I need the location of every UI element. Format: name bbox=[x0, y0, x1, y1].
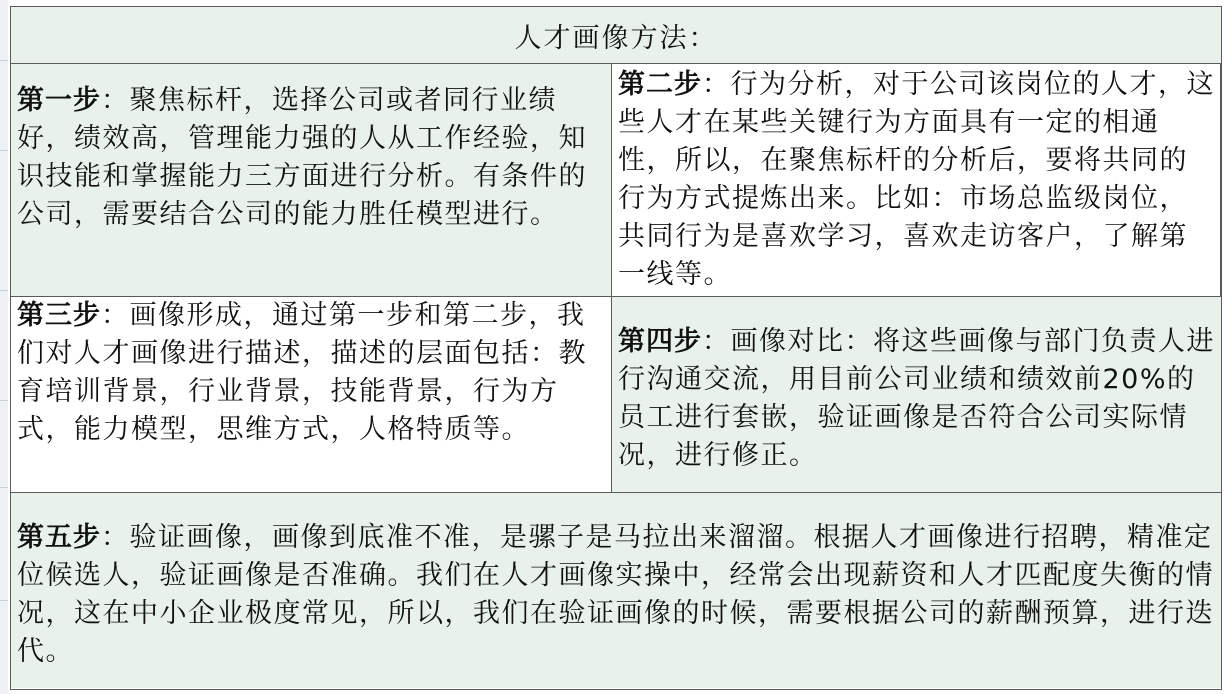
step-2-label: 第二步 bbox=[618, 69, 702, 100]
step-1-text: ：聚焦标杆，选择公司或者同行业绩好，绩效高，管理能力强的人从工作经验，知识技能和掌握能力三方面进行分析。有条件的公司，需要结合公司的能力胜任模型进行。 bbox=[17, 85, 587, 230]
step-3-label: 第三步 bbox=[17, 300, 101, 331]
step-5-text: ：验证画像，画像到底准不准，是骡子是马拉出来溜溜。根据人才画像进行招聘，精准定位候选人，验证画像是否准确。我们在人才画像实操中，经常会出现薪资和人才匹配度失衡的情况，这在中小企业极度常见，所以，我们在验证画像的时候，需要根据公司的薪酬预算，进行迭代。 bbox=[17, 522, 1214, 667]
talent-profile-table bbox=[10, 6, 1222, 690]
step-1-cell bbox=[11, 64, 611, 296]
step-4-cell bbox=[611, 296, 1221, 492]
step-4-text: ：画像对比：将这些画像与部门负责人进行沟通交流，用目前公司业绩和绩效前20%的员工进行套嵌，验证画像是否符合公司实际情况，进行修正。 bbox=[618, 326, 1215, 471]
step-5-cell bbox=[11, 492, 1221, 688]
step-1-label: 第一步 bbox=[17, 85, 101, 116]
table-title-text: 人才画像方法： bbox=[514, 22, 718, 54]
table-title bbox=[11, 7, 1221, 64]
step-2-cell bbox=[611, 64, 1221, 296]
spreadsheet-row-gutter bbox=[0, 0, 8, 694]
step-5-label: 第五步 bbox=[17, 522, 101, 553]
step-2-text: ：行为分析，对于公司该岗位的人才，这些人才在某些关键行为方面具有一定的相通性，所以，在聚焦标杆的分析后，要将共同的行为方式提炼出来。比如：市场总监级岗位，共同行为是喜欢学习，喜欢走访客户，了解第一线等。 bbox=[618, 69, 1215, 290]
step-3-text: ：画像形成，通过第一步和第二步，我们对人才画像进行描述，描述的层面包括：教育培训背景，行业背景，技能背景，行为方式，能力模型，思维方式，人格特质等。 bbox=[17, 300, 587, 445]
step-4-label: 第四步 bbox=[618, 326, 702, 357]
step-3-cell bbox=[11, 296, 611, 492]
